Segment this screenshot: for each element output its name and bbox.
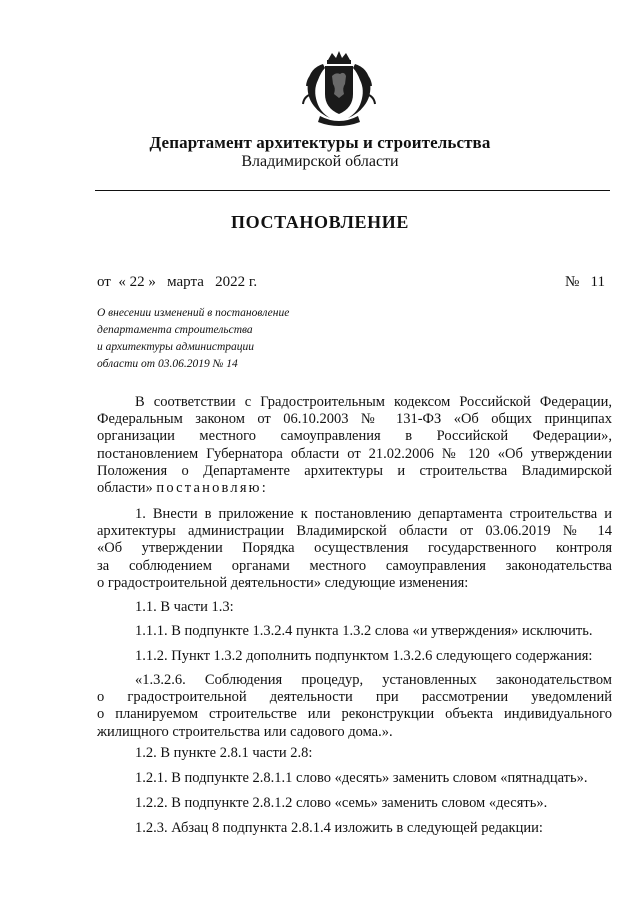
- item-1-line: за соблюдением органами местного самоуправления законодательства: [97, 557, 612, 574]
- department-region: Владимирской области: [241, 153, 399, 170]
- item-1-last-line: о градостроительной деятельности» следующие изменения:: [97, 574, 469, 591]
- item-1-line: «Об утверждении Порядка осуществления государственного контроля: [97, 540, 612, 557]
- coat-of-arms-emblem: [298, 50, 380, 130]
- item-1-2: 1.2. В пункте 2.8.1 части 2.8:: [135, 745, 313, 761]
- preamble-line: постановлением Губернатора области от 21.02.2006 № 120 «Об утверждении: [97, 445, 612, 462]
- preamble-paragraph: [97, 394, 612, 497]
- item-1-line: архитектуры администрации Владимирской области от 03.06.2019 № 14: [97, 523, 612, 540]
- subject-line: департамента строительства: [97, 324, 253, 336]
- quote-line: «1.3.2.6. Соблюдения процедур, установленных законодательством: [135, 672, 612, 688]
- subject-line: области от 03.06.2019 № 14: [97, 358, 238, 370]
- item-1-paragraph: [97, 506, 612, 592]
- resolve-word: постановляю:: [156, 480, 268, 497]
- document-subject: [97, 305, 337, 373]
- department-name: Департамент архитектуры и строительства: [149, 133, 491, 152]
- item-1-1-1: 1.1.1. В подпункте 1.3.2.4 пункта 1.3.2 слова «и утверждения» исключить.: [135, 623, 593, 639]
- preamble-last-text: области»: [97, 480, 157, 497]
- document-type-title: ПОСТАНОВЛЕНИЕ: [231, 212, 409, 232]
- item-1-2-3: 1.2.3. Абзац 8 подпункта 2.8.1.4 изложить в следующей редакции:: [135, 820, 543, 836]
- preamble-line: Федеральным законом от 06.10.2003 № 131-ФЗ «Об общих принципах: [97, 411, 612, 428]
- preamble-last-line: [97, 480, 612, 497]
- quote-1-3-2-6: [97, 672, 612, 741]
- subject-line: и архитектуры администрации: [97, 341, 255, 353]
- preamble-line: В соответствии с Градостроительным кодексом Российской Федерации,: [135, 394, 612, 410]
- item-1-2-1: 1.2.1. В подпункте 2.8.1.1 слово «десять» заменить словом «пятнадцать».: [135, 770, 588, 786]
- item-1-1-2: 1.1.2. Пункт 1.3.2 дополнить подпунктом 1.3.2.6 следующего содержания:: [135, 648, 593, 664]
- item-1-line: 1. Внести в приложение к постановлению департамента строительства и: [135, 506, 612, 522]
- item-1-2-2: 1.2.2. В подпункте 2.8.1.2 слово «семь» заменить словом «десять».: [135, 795, 548, 811]
- header-divider: [95, 190, 610, 191]
- quote-line: о планируемом строительстве или реконструкции объекта индивидуального: [97, 706, 612, 723]
- subject-line: О внесении изменений в постановление: [97, 307, 290, 319]
- document-number: № 11: [565, 274, 606, 290]
- preamble-line: Положения о Департаменте архитектуры и строительства Владимирской: [97, 462, 612, 479]
- quote-line: о градостроительной деятельности при рассмотрении уведомлений: [97, 689, 612, 706]
- item-1-1: 1.1. В части 1.3:: [135, 599, 234, 615]
- document-date: от « 22 » марта 2022 г.: [97, 274, 258, 290]
- preamble-line: организации местного самоуправления в Российской Федерации»,: [97, 428, 612, 445]
- quote-last-line: жилищного строительства или садового дома.».: [97, 723, 393, 740]
